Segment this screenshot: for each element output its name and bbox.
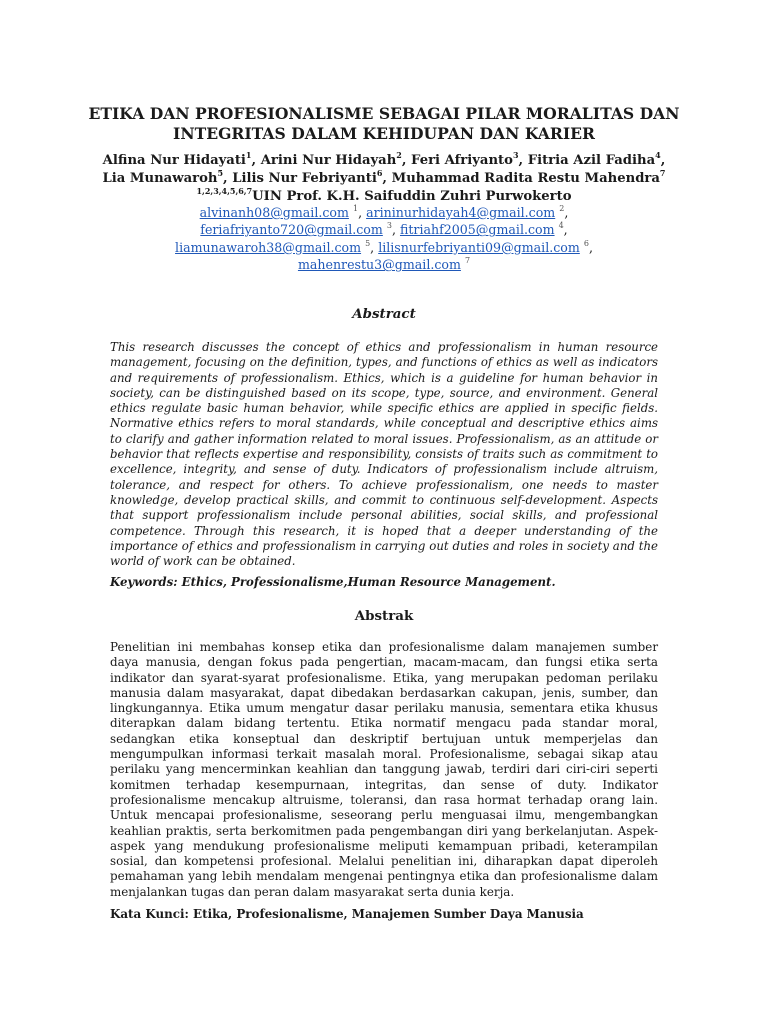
author-name: Arini Nur Hidayah xyxy=(260,153,397,168)
email-sup: 2 xyxy=(559,203,565,213)
abstract-text: This research discusses the concept of ethics and professionalism in human resource management, focusing on the definition, types, and functions of ethics as well as indicators and requirements of professionalism. Ethics, which is a guideline for human behavior in society, can be distinguished based on its scope, type, source, and environment. General ethics regulate basic human behavior, while specific ethics are applied in specific fields. Normative ethics refers to moral standards, while conceptual and descriptive ethics aims to clarify and gather information related to moral issues. Professionalism, as an attitude or behavior that reflects expertise and responsibility, consists of traits such as commitment to excellence, integrity, and sense of duty. Indicators of professionalism include altruism, tolerance, and respect for others. To achieve professionalism, one needs to master knowledge, develop practical skills, and commit to continuous self-development. Aspects that support professionalism include personal abilities, social skills, and professional competence. Through this research, it is hoped that a deeper understanding of the importance of ethics and professionalism in carrying out duties and roles in society and the world of work can be obtained. xyxy=(110,340,658,569)
author-sup: 4 xyxy=(655,149,661,160)
author-name: Lilis Nur Febriyanti xyxy=(232,171,377,186)
email-link[interactable]: mahenrestu3@gmail.com xyxy=(297,257,461,273)
email-link[interactable]: alvinanh08@gmail.com xyxy=(199,205,349,220)
abstrak-text: Penelitian ini membahas konsep etika dan profesionalisme dalam manajemen sumber daya manusia, dengan fokus pada pengertian, macam-macam, dan fungsi etika serta indikator dan syarat-syarat profesionalisme. Etika, yang merupakan pedoman perilaku manusia dalam masyarakat, dapat dibedakan berdasarkan cakupan, jenis, sumber, dan lingkungannya. Etika umum mengatur dasar perilaku manusia, sementara etika khusus diterapkan dalam bidang tertentu. Etika normatif mengacu pada standar moral, sedangkan etika konseptual dan deskriptif bertujuan untuk memperjelas dan mengumpulkan informasi terkait masalah moral. Profesionalisme, sebagai sikap atau perilaku yang mencerminkan keahlian dan tanggung jawab, terdiri dari ciri-ciri seperti komitmen terhadap kesempurnaan, integritas, dan sense of duty. Indikator profesionalisme mencakup altruisme, toleransi, dan rasa hormat terhadap orang lain. Untuk mencapai profesionalisme, seseorang perlu menguasai ilmu, mengembangkan keahlian praktis, serta berkomitmen pada pengembangan diri yang berkelanjutan. Aspek-aspek yang mendukung profesionalisme meliputi kemampuan pribadi, keterampilan sosial, dan kompetensi profesional. Melalui penelitian ini, diharapkan dapat diperoleh pemahaman yang lebih mendalam mengenai pentingnya etika dan profesionalisme dalam menjalankan tugas dan peran dalam masyarakat serta dunia kerja. xyxy=(110,640,658,899)
email-link[interactable]: lilisnurfebriyanti09@gmail.com xyxy=(378,239,580,255)
email-sup: 3 xyxy=(386,221,392,231)
author-name: Lia Munawaroh xyxy=(102,171,218,186)
affiliation: UIN Prof. K.H. Saifuddin Zuhri Purwokerto xyxy=(252,189,572,204)
abstract-keywords: Keywords: Ethics, Professionalisme,Human Resource Management. xyxy=(110,575,556,589)
author-name: Fitria Azil Fadiha xyxy=(527,153,656,168)
email-sup: 5 xyxy=(365,238,371,248)
email-sup: 7 xyxy=(464,256,471,266)
author-name: Alfina Nur Hidayati xyxy=(102,153,246,168)
email-link[interactable]: arininurhidayah4@gmail.com xyxy=(366,205,556,220)
author-sup: 3 xyxy=(512,149,519,160)
abstrak-heading: Abstrak xyxy=(354,608,414,624)
abstract-heading: Abstract xyxy=(352,306,416,322)
abstrak-keywords: Kata Kunci: Etika, Profesionalisme, Manajemen Sumber Daya Manusia xyxy=(110,907,584,921)
author-name: Feri Afriyanto xyxy=(411,153,513,168)
email-link[interactable]: liamunawaroh38@gmail.com xyxy=(175,239,362,255)
author-sup: 6 xyxy=(376,167,383,178)
email-link[interactable]: feriafriyanto720@gmail.com xyxy=(200,222,383,238)
author-list: Alfina Nur Hidayati$^1$, Arini Nur Hidayah$^2$, Feri Afriyanto$^3$, Fitria Azil Fadiha$^4$, Lia Munawaroh$^5$, Lilis Nur Febriyanti$^6$, Muhammad Radita Restu Mahendra$^7$ $^{1,2,3,4,5,6,7}$UIN Prof. K.H. Saifuddin Zuhri Purwokerto xyxy=(102,149,666,204)
paper-title: ETIKA DAN PROFESIONALISME SEBAGAI PILAR MORALITAS DAN INTEGRITAS DALAM KEHIDUPAN DAN KARIER xyxy=(88,104,680,143)
email-sup: 1 xyxy=(352,203,359,213)
email-list: alvinanh08@gmail.com $^1$, arininurhidayah4@gmail.com $^2$, feriafriyanto720@gmail.com $^3$, fitriahf2005@gmail.com $^4$, liamunawaroh38@gmail.com $^5$, lilisnurfebriyanti09@gmail.com $^6$, mahenrestu3@gmail.com $^7$ xyxy=(175,203,593,273)
author-sup: 2 xyxy=(396,149,402,160)
author-name: Muhammad Radita Restu Mahendra xyxy=(391,171,660,186)
author-sup: 5 xyxy=(217,167,224,178)
email-sup: 6 xyxy=(583,238,589,248)
author-sup: 7 xyxy=(659,167,666,178)
affiliation-sup: 1,2,3,4,5,6,7 xyxy=(196,185,253,196)
email-link[interactable]: fitriahf2005@gmail.com xyxy=(399,222,555,238)
email-sup: 4 xyxy=(558,221,564,231)
author-sup: 1 xyxy=(245,149,252,160)
